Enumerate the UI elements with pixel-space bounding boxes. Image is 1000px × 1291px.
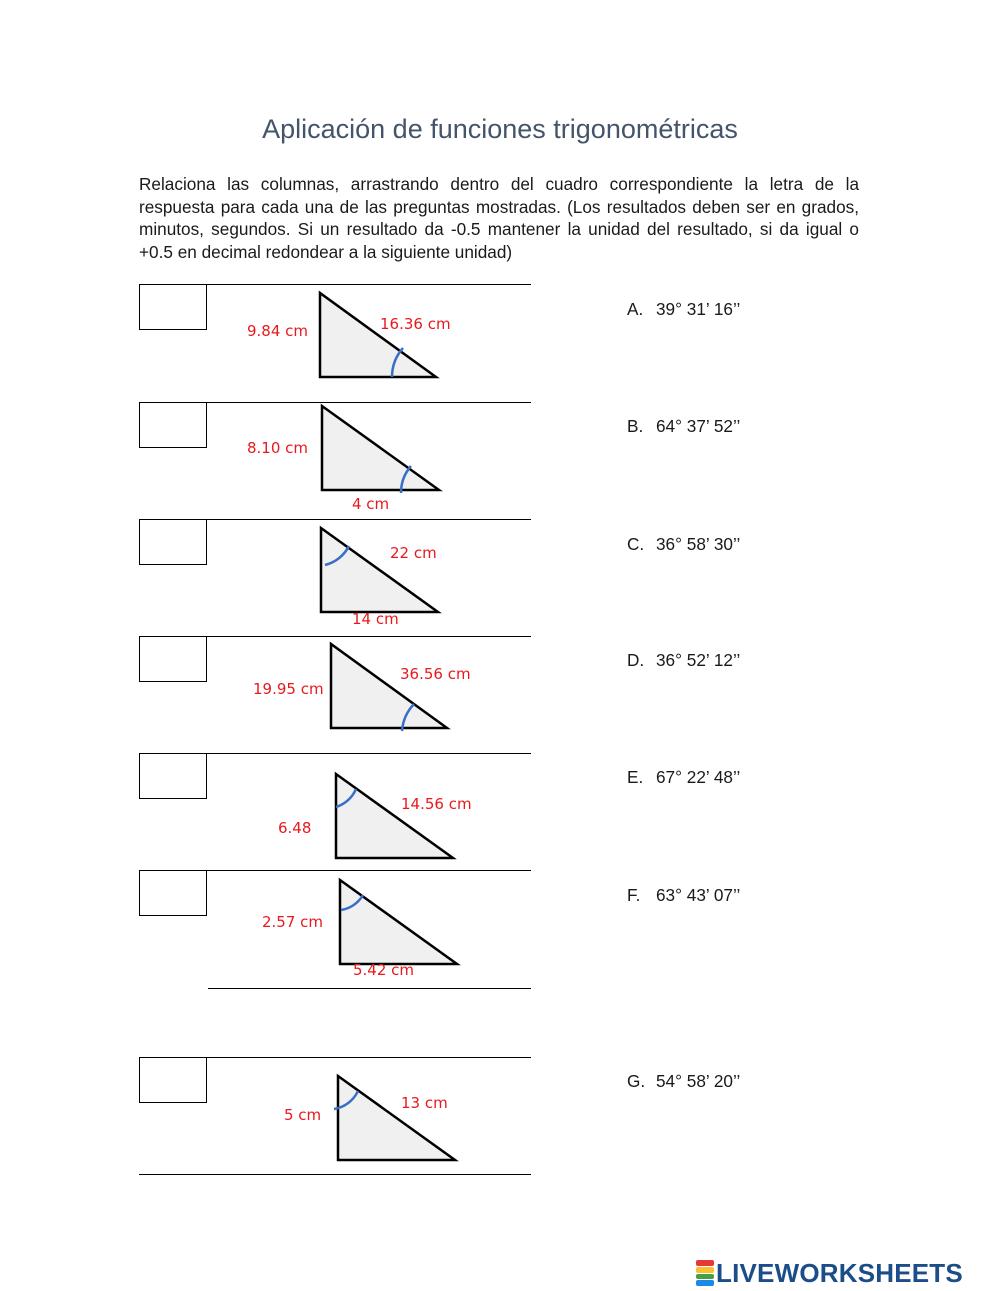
- side-label: 6.48: [278, 819, 312, 837]
- side-label: 14 cm: [352, 610, 399, 628]
- side-label: 5 cm: [284, 1106, 322, 1124]
- option-c[interactable]: [627, 534, 740, 555]
- option-value: 63° 43’ 07’’: [656, 885, 741, 905]
- row-divider: [139, 1174, 531, 1175]
- right-triangle-4: [0, 636, 1000, 746]
- side-label: 13 cm: [401, 1094, 448, 1112]
- instructions-text: Relaciona las columnas, arrastrando dentro del cuadro correspondiente la letra de la respuesta para cada una de las preguntas mostradas. (Los resultados deben ser en grados, minutos, segundos. Si un resultado da -0.5 mantener la unidad del resultado, si da igual o +0.5 en decimal redondear a la siguiente unidad): [139, 174, 859, 262]
- right-triangle-1: [0, 284, 1000, 394]
- side-label: 5.42 cm: [353, 961, 415, 979]
- option-value: 36° 52’ 12’’: [656, 650, 741, 670]
- option-d[interactable]: [627, 650, 740, 671]
- option-b[interactable]: [627, 416, 740, 437]
- side-label: 19.95 cm: [253, 680, 324, 698]
- option-letter: E.: [627, 767, 644, 787]
- option-letter: F.: [627, 885, 641, 905]
- option-value: 36° 58’ 30’’: [656, 534, 741, 554]
- option-letter: B.: [627, 416, 644, 436]
- right-triangle-3: [0, 519, 1000, 629]
- row-divider: [208, 988, 531, 989]
- right-triangle-5: [0, 753, 1000, 868]
- option-a[interactable]: [627, 299, 740, 320]
- logo-text: LIVEWORKSHEETS: [716, 1257, 963, 1288]
- side-label: 9.84 cm: [247, 322, 309, 340]
- option-letter: G.: [627, 1071, 646, 1091]
- side-label: 8.10 cm: [247, 439, 309, 457]
- side-label: 14.56 cm: [401, 795, 472, 813]
- option-g[interactable]: [627, 1071, 740, 1092]
- option-letter: A.: [627, 299, 644, 319]
- option-value: 64° 37’ 52’’: [656, 416, 741, 436]
- logo-icon: [696, 1260, 714, 1286]
- right-triangle-7: [0, 1057, 1000, 1177]
- option-letter: D.: [627, 650, 645, 670]
- side-label: 4 cm: [352, 495, 390, 513]
- option-value: 39° 31’ 16’’: [656, 299, 741, 319]
- side-label: 36.56 cm: [400, 665, 471, 683]
- right-triangle-2: [0, 402, 1000, 512]
- option-value: 67° 22’ 48’’: [656, 767, 741, 787]
- side-label: 2.57 cm: [262, 913, 324, 931]
- side-label: 22 cm: [390, 544, 437, 562]
- side-label: 16.36 cm: [380, 315, 451, 333]
- option-value: 54° 58’ 20’’: [656, 1071, 741, 1091]
- option-letter: C.: [627, 534, 645, 554]
- option-f[interactable]: [627, 885, 740, 906]
- right-triangle-6: [0, 870, 1000, 980]
- option-e[interactable]: [627, 767, 740, 788]
- liveworksheets-logo[interactable]: [696, 1258, 963, 1288]
- page-title: Aplicación de funciones trigonométricas: [262, 114, 738, 144]
